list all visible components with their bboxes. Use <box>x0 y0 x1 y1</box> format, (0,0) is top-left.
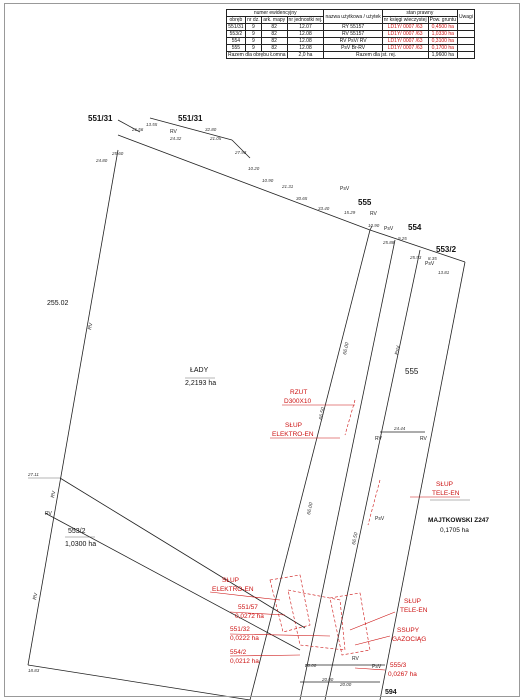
label-553-2: 553/2 <box>436 245 457 254</box>
easement-551-32 <box>330 593 370 655</box>
segment-top-c <box>232 140 250 158</box>
th-ksiega: nr księgi wieczystej <box>383 17 427 23</box>
cell-nrdz: 9 <box>245 45 261 52</box>
th-state: stan prawny <box>382 10 457 17</box>
table-row <box>227 38 475 45</box>
th-obreb: obręb <box>227 17 246 24</box>
cell-ark: 82 <box>261 45 287 52</box>
m-2480: 24.80 <box>96 158 108 163</box>
label-slup1: SŁUP <box>285 422 302 429</box>
cell-sum-label2: Razem dla jst. rej. <box>324 52 428 59</box>
label-553-2b-area: 1,0300 ha <box>65 541 97 548</box>
boundary-left <box>28 150 118 665</box>
label-slup3: SŁUP <box>222 577 239 584</box>
label-rzut2: D300X10 <box>284 398 312 405</box>
label-555: 555 <box>358 198 372 207</box>
label-551-31a: 551/31 <box>88 114 113 123</box>
m-2000c: 20.00 <box>340 682 352 687</box>
cell-obreb: 554 <box>227 38 246 45</box>
cell-nazwa: PsV Br-RV <box>324 45 382 52</box>
easement-551-57 <box>270 575 310 632</box>
lu-rv-8: RV <box>420 436 427 442</box>
label-gazociag: GAZOCIĄG <box>392 636 427 643</box>
m-3280: 32.80 <box>205 127 217 132</box>
cell-obreb: 551/31 <box>228 24 244 30</box>
lu-rv-7: RV <box>375 436 382 442</box>
th-uwagi: Uwagi <box>457 10 474 24</box>
cell-pow: 1,0330 ha <box>428 31 457 38</box>
m-2156: 21.56 <box>132 127 144 132</box>
cell-jedn: 12.07 <box>287 24 324 31</box>
m-2793: 27.93 <box>235 150 247 155</box>
label-551-32: 551/32 <box>230 626 250 633</box>
label-lady-area: 2,2193 ha <box>185 380 217 387</box>
lu-psv-6: PsV <box>372 664 382 670</box>
leader-ssupy <box>355 636 390 645</box>
label-551-57-area: 0,0272 ha <box>235 613 264 620</box>
m-1355: 13.55 <box>146 122 158 127</box>
m-1020: 10.20 <box>248 166 260 171</box>
cell-obreb: 553/2 <box>227 31 246 38</box>
dimension-lines <box>28 378 470 537</box>
cell-sum-value: 2,0 ha <box>287 52 324 59</box>
lu-rv-3: RV <box>50 490 58 499</box>
label-555-3-area: 0,0267 ha <box>388 671 417 678</box>
cell-ark: 82 <box>261 31 287 38</box>
m-2593: 25.93 <box>410 255 422 260</box>
parcel-table <box>226 9 475 59</box>
m-3065: 30.65 <box>296 196 308 201</box>
cell-sum-empty <box>457 52 474 59</box>
cell-nazwa: RV 55157 <box>324 31 382 38</box>
label-555b: 555 <box>405 367 419 376</box>
lu-psv-4: PsV <box>394 345 402 356</box>
cell-uwagi <box>457 38 474 45</box>
th-nazwa: nazwa użytkowa / użytek <box>324 10 382 24</box>
label-slup4b: TELE-EN <box>400 607 428 614</box>
th-jedn: nr jednostki rej. <box>288 17 323 23</box>
cell-nrdz: 9 <box>245 38 261 45</box>
label-554-2-area: 0,0212 ha <box>230 658 259 665</box>
cell-uwagi <box>457 24 474 31</box>
leader-slup3 <box>210 592 280 600</box>
cell-sum-value2: 1,9600 ha <box>428 52 457 59</box>
cell-uwagi <box>457 31 474 38</box>
m-835: 8.35 <box>428 256 437 261</box>
cell-ksiega: LD1Y/ 0007 /63 <box>382 45 428 52</box>
m-2000b: 20.00 <box>322 677 334 682</box>
cell-jedn: 12.08 <box>287 38 324 45</box>
cell-pow: 0,3100 ha <box>428 38 457 45</box>
label-594: 594 <box>385 689 397 696</box>
m-1090b: 10.90 <box>368 223 380 228</box>
boundary-555-right <box>300 240 395 700</box>
m-1090: 10.90 <box>262 178 274 183</box>
th-ark: ark. mapy <box>263 17 286 23</box>
label-slup2b: TELE-EN <box>432 490 460 497</box>
cell-jedn: 12.08 <box>287 31 324 38</box>
boundary-bottom <box>28 665 250 700</box>
cell-nrdz: 9 <box>245 24 261 31</box>
m-1883: 18.83 <box>28 668 40 673</box>
m-6600: 66.00 <box>342 341 351 356</box>
leader-slup4 <box>350 612 395 630</box>
label-554-2: 554/2 <box>230 649 247 656</box>
cell-nazwa: RV PsV/ RV <box>324 38 382 45</box>
m-2105: 21.05 <box>210 136 222 141</box>
m-2711: 27.11 <box>28 472 39 477</box>
cell-pow: 0,1700 ha <box>428 45 457 52</box>
m-2588: 25.88 <box>383 240 395 245</box>
lu-psv-2: PsV <box>384 226 394 232</box>
label-lady: ŁADY <box>190 367 209 374</box>
m-2000: 20.00 <box>305 663 317 668</box>
cell-uwagi <box>457 45 474 52</box>
label-551-57: 551/57 <box>238 604 258 611</box>
cell-ksiega: LD1Y/ 0007 /63 <box>382 24 428 31</box>
table-row <box>227 24 475 31</box>
lu-rv-2: RV <box>87 322 95 331</box>
cell-sum-label: Razem dla obrębu Łomna <box>228 52 286 58</box>
label-slup3b: ELEKTRO-EN <box>212 586 254 593</box>
label-551-31b: 551/31 <box>178 114 203 123</box>
cell-ark: 82 <box>261 38 287 45</box>
m-2444: 24.44 <box>394 426 406 431</box>
m-2560: 25.60 <box>112 151 124 156</box>
measurements <box>27 122 450 687</box>
table-row <box>227 45 475 52</box>
label-551-32-area: 0,0222 ha <box>230 635 259 642</box>
m-2432: 24.32 <box>170 136 182 141</box>
table-sum-row <box>227 52 475 59</box>
lu-psv-3: PsV <box>425 261 435 267</box>
m-1529: 15.29 <box>344 210 356 215</box>
label-slup1b: ELEKTRO-EN <box>272 431 314 438</box>
lu-rv-5: RV <box>32 592 40 601</box>
table-row <box>227 31 475 38</box>
lu-rv-9: RV <box>352 656 359 662</box>
label-majtkowski: MAJTKOWSKI Z247 <box>428 517 490 524</box>
label-slup2: SŁUP <box>436 481 453 488</box>
cell-nazwa: RY 55157 <box>324 24 382 31</box>
cell-ark: 82 <box>261 24 287 31</box>
th-group: numer ewidencyjny <box>227 10 324 17</box>
lu-rv-4: RV <box>45 511 52 517</box>
m-2131: 21.31 <box>282 184 294 189</box>
cell-jedn: 12.08 <box>287 45 324 52</box>
label-majt-area: 0,1705 ha <box>440 527 469 534</box>
m-1381: 13.81 <box>438 270 450 275</box>
m-6550: 66.50 <box>318 406 327 421</box>
lu-rv-1: RV <box>170 129 177 135</box>
lu-psv-1: PsV <box>340 186 350 192</box>
label-ssupy: SSUPY <box>397 627 420 634</box>
lu-rv-6: RV <box>370 211 377 217</box>
m-925: 9.25 <box>398 236 407 241</box>
label-slup4: SŁUP <box>404 598 421 605</box>
lu-psv-5: PsV <box>375 516 385 522</box>
th-pow: Pow. gruntu <box>429 17 456 23</box>
label-255: 255.02 <box>47 300 69 307</box>
m-3340: 33.40 <box>318 206 330 211</box>
boundary-cross-1 <box>60 478 305 628</box>
rotated-dims <box>306 342 360 546</box>
cell-ksiega: LD1Y/ 0007 /63 <box>382 38 428 45</box>
th-nrdz: nr dz. <box>247 17 260 23</box>
label-554: 554 <box>408 223 422 232</box>
cell-nrdz: 9 <box>245 31 261 38</box>
label-553-2b: 553/2 <box>68 528 86 535</box>
cell-obreb: 555 <box>227 45 246 52</box>
cell-pow: 0,4500 ha <box>428 24 457 31</box>
label-555-3: 555/3 <box>390 662 407 669</box>
m-6550b: 66.50 <box>351 531 360 546</box>
m-6600b: 66.00 <box>306 501 315 516</box>
label-rzut: RZUT <box>290 389 308 396</box>
cell-ksiega: LD1Y/ 0007 /63 <box>382 31 428 38</box>
